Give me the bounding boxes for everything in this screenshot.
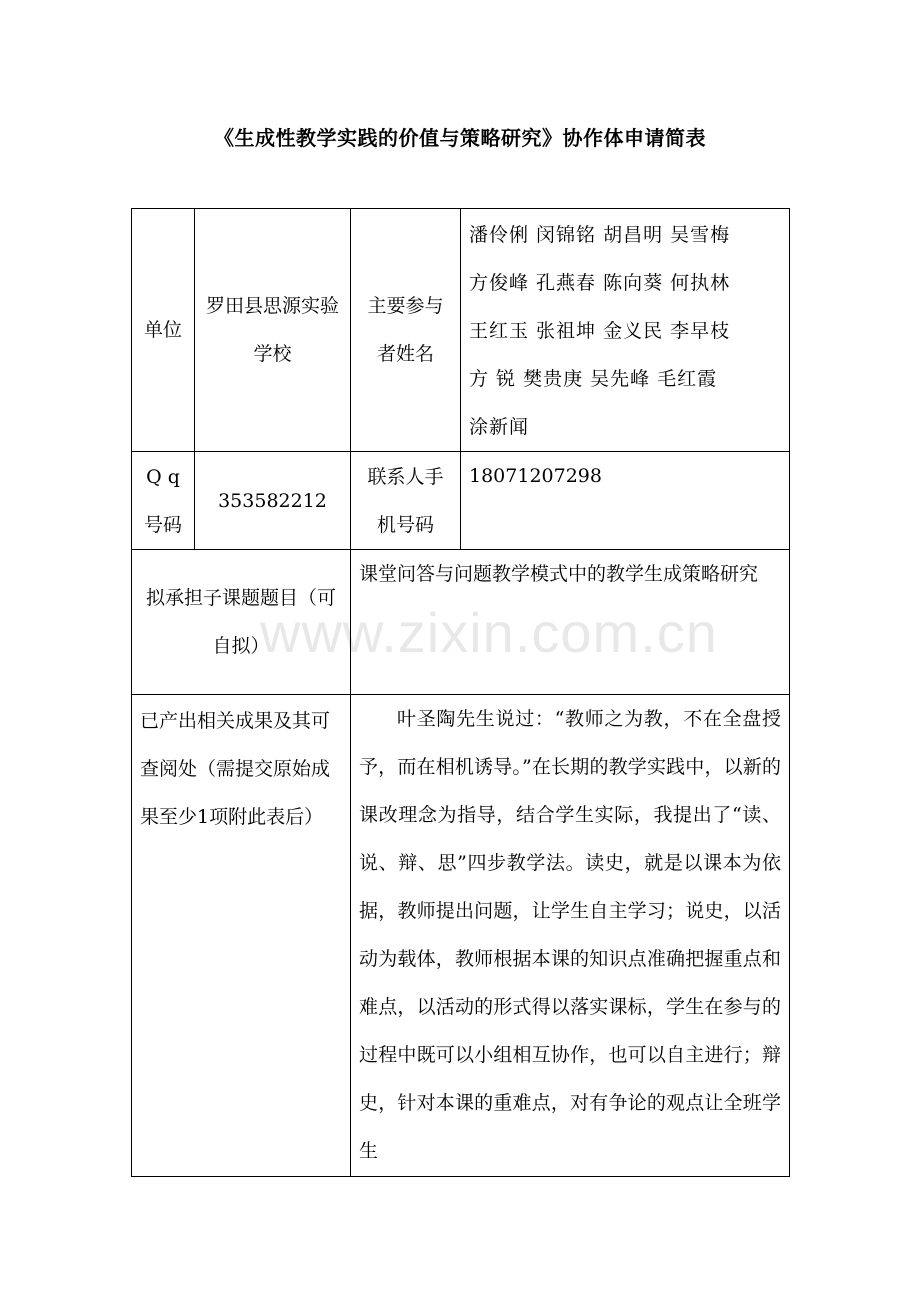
participants-line: 涂新闻	[469, 416, 530, 438]
phone-label: 联系人手机号码	[351, 452, 461, 550]
participants-line: 方俊峰 孔燕春 陈向葵 何执林	[469, 272, 731, 294]
topic-label: 拟承担子课题题目（可自拟）	[132, 550, 351, 695]
unit-row	[132, 209, 790, 452]
participants-list	[461, 209, 790, 452]
topic-row	[132, 550, 790, 695]
unit-label: 单位	[132, 209, 195, 452]
results-row	[132, 695, 790, 1177]
phone-value: 18071207298	[461, 452, 790, 550]
participants-label: 主要参与者姓名	[351, 209, 461, 452]
qq-label: Q q号码	[132, 452, 195, 550]
qq-value: 353582212	[195, 452, 351, 550]
participants-line: 方 锐 樊贵庚 吴先峰 毛红霞	[469, 368, 718, 390]
participants-line: 潘伶俐 闵锦铭 胡昌明 吴雪梅	[469, 224, 731, 246]
participants-line: 王红玉 张祖坤 金义民 李早枝	[469, 320, 731, 342]
unit-value: 罗田县思源实验学校	[195, 209, 351, 452]
watermark: www.zixin.com.cn	[260, 601, 718, 664]
topic-value: 课堂问答与问题教学模式中的教学生成策略研究	[351, 550, 790, 695]
contact-row	[132, 452, 790, 550]
results-value: 叶圣陶先生说过：“教师之为教，不在全盘授予，而在相机诱导。”在长期的教学实践中，以新的课改理念为指导，结合学生实际，我提出了“读、说、辩、思”四步教学法。读史，就是以课本为依据，教师提出问题，让学生自主学习；说史，以活动为载体，教师根据本课的知识点准确把握重点和难点，以活动的形式得以落实课标，学生在参与的过程中既可以小组相互协作，也可以自主进行；辩史，针对本课的重难点，对有争论的观点让全班学生	[351, 695, 790, 1177]
application-form-table	[131, 208, 790, 1177]
document-title: 《生成性教学实践的价值与策略研究》协作体申请简表	[214, 126, 706, 150]
results-label: 已产出相关成果及其可查阅处（需提交原始成果至少1项附此表后）	[132, 695, 351, 1177]
